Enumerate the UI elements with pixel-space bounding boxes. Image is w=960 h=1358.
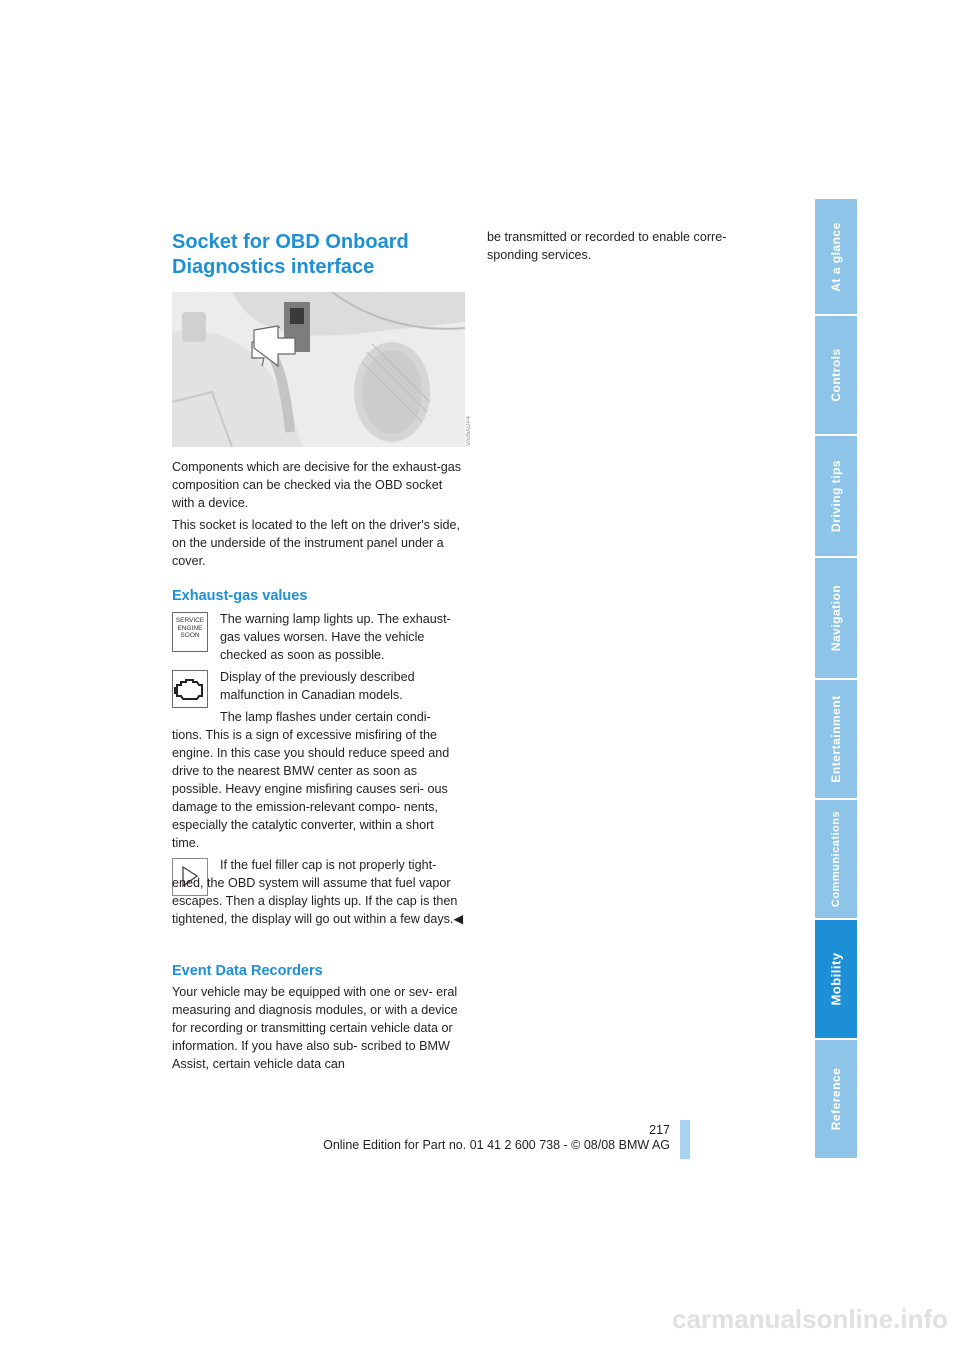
warning-lamp-text: The warning lamp lights up. The exhaust-gas values worsen. Have the vehicle checked as soon as possible.: [220, 612, 451, 662]
tab-navigation[interactable]: Navigation: [815, 558, 857, 678]
tab-mobility[interactable]: Mobility: [815, 920, 857, 1038]
tab-communications[interactable]: Communications: [815, 800, 857, 918]
fuel-cap-text: If the fuel filler cap is not properly tight- ened, the OBD system will assume that fuel vapor escapes. Then a display lights up. If the cap is then tightened, the display will go out within a few days.◀: [172, 858, 464, 926]
service-engine-soon-icon: SERVICE ENGINE SOON: [172, 612, 208, 652]
paragraph-socket-location: This socket is located to the left on the driver's side, on the underside of the instrument panel under a cover.: [172, 518, 461, 568]
event-data-recorders-text: Your vehicle may be equipped with one or sev- eral measuring and diagnosis modules, or with a device for recording or transmitting certain vehicle data or information. If you have also sub- scribed to BMW Assist, certain vehicle data can: [172, 985, 458, 1071]
section-title-exhaust: Exhaust-gas values: [172, 588, 308, 604]
page-number: 217: [649, 1123, 670, 1137]
paragraph-obd-check: Components which are decisive for the exhaust-gas composition can be checked via the OBD socket with a device.: [172, 460, 462, 510]
tab-at-a-glance[interactable]: At a glance: [815, 199, 857, 314]
tab-reference[interactable]: Reference: [815, 1040, 857, 1158]
engine-check-icon: [172, 670, 208, 708]
tab-driving-tips[interactable]: Driving tips: [815, 436, 857, 556]
page-title: Socket for OBD Onboard Diagnostics interface: [172, 231, 409, 278]
watermark: carmanualsonline.info: [672, 1304, 948, 1334]
photo-code: VA05ADP4: [466, 416, 472, 446]
end-of-note-mark: ◀: [453, 912, 464, 926]
obd-socket-illustration: [172, 292, 465, 447]
canadian-models-text: Display of the previously described malfunction in Canadian models.: [220, 670, 415, 702]
lamp-flashes-text: The lamp flashes under certain condi- tions. This is a sign of excessive misfiring of the engine. In this case you should reduce speed and drive to the nearest BMW center as soon as possible. Heavy engine misfiring causes seri- ous damage to the emission-relevant compo- nents, especially the catalytic converter, within a short time.: [172, 710, 450, 850]
section-title-edr: Event Data Recorders: [172, 963, 323, 979]
footer-text: Online Edition for Part no. 01 41 2 600 738 - © 08/08 BMW AG: [323, 1138, 670, 1152]
obd-socket-photo: [172, 292, 465, 447]
footer-accent-bar: [680, 1120, 690, 1159]
tab-controls[interactable]: Controls: [815, 316, 857, 434]
tab-entertainment[interactable]: Entertainment: [815, 680, 857, 798]
right-column-text: be transmitted or recorded to enable corre- sponding services.: [487, 230, 727, 262]
